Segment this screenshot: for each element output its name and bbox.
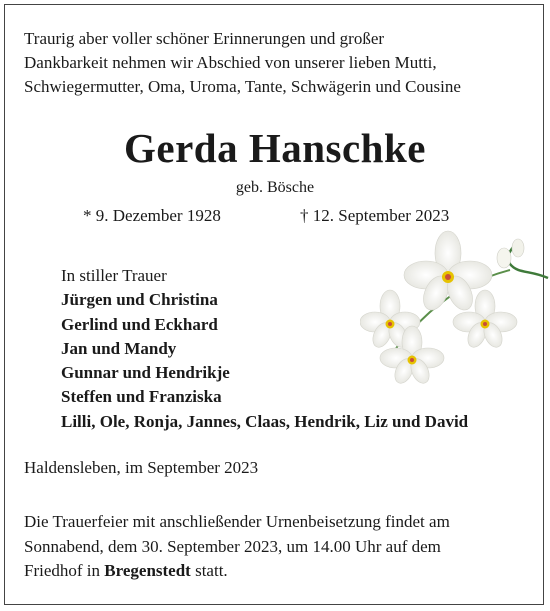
intro-text (24, 27, 524, 99)
service-line: Die Trauerfeier mit anschließender Urnenbeisetzung findet am (24, 512, 450, 531)
service-place: Bregenstedt (104, 561, 191, 580)
service-text: statt. (190, 561, 228, 580)
orchid-branch-icon (360, 230, 550, 390)
mourners-lead: In stiller Trauer (61, 266, 167, 285)
service-text: Friedhof in (24, 561, 105, 580)
intro-line: Dankbarkeit nehmen wir Abschied von unserer lieben Mutti, (24, 53, 437, 72)
place-date: Haldensleben, im September 2023 (24, 458, 259, 477)
mourner-entry: Gerlind und Eckhard (61, 314, 218, 334)
intro-line: Traurig aber voller schöner Erinnerungen und großer (24, 29, 385, 48)
service-info (24, 510, 524, 584)
mourner-entry: Gunnar und Hendrikje (61, 363, 230, 383)
intro-line: Schwiegermutter, Oma, Uroma, Tante, Schwägerin und Cousine (24, 77, 461, 96)
born-name: geb. Bösche (235, 179, 315, 196)
death-date: † 12. September 2023 (300, 206, 450, 225)
service-line: Sonnabend, dem 30. September 2023, um 14.00 Uhr auf dem (24, 536, 441, 556)
deceased-name: Gerda Hanschke (124, 125, 426, 171)
service-line (24, 559, 524, 584)
birth-date: * 9. Dezember 1928 (83, 206, 221, 225)
mourner-entry: Steffen und Franziska (61, 387, 222, 407)
mourner-entry: Lilli, Ole, Ronja, Jannes, Claas, Hendrik, Liz und David (61, 411, 469, 431)
mourner-entry: Jan und Mandy (61, 338, 177, 358)
mourner-entry: Jürgen und Christina (61, 290, 218, 310)
